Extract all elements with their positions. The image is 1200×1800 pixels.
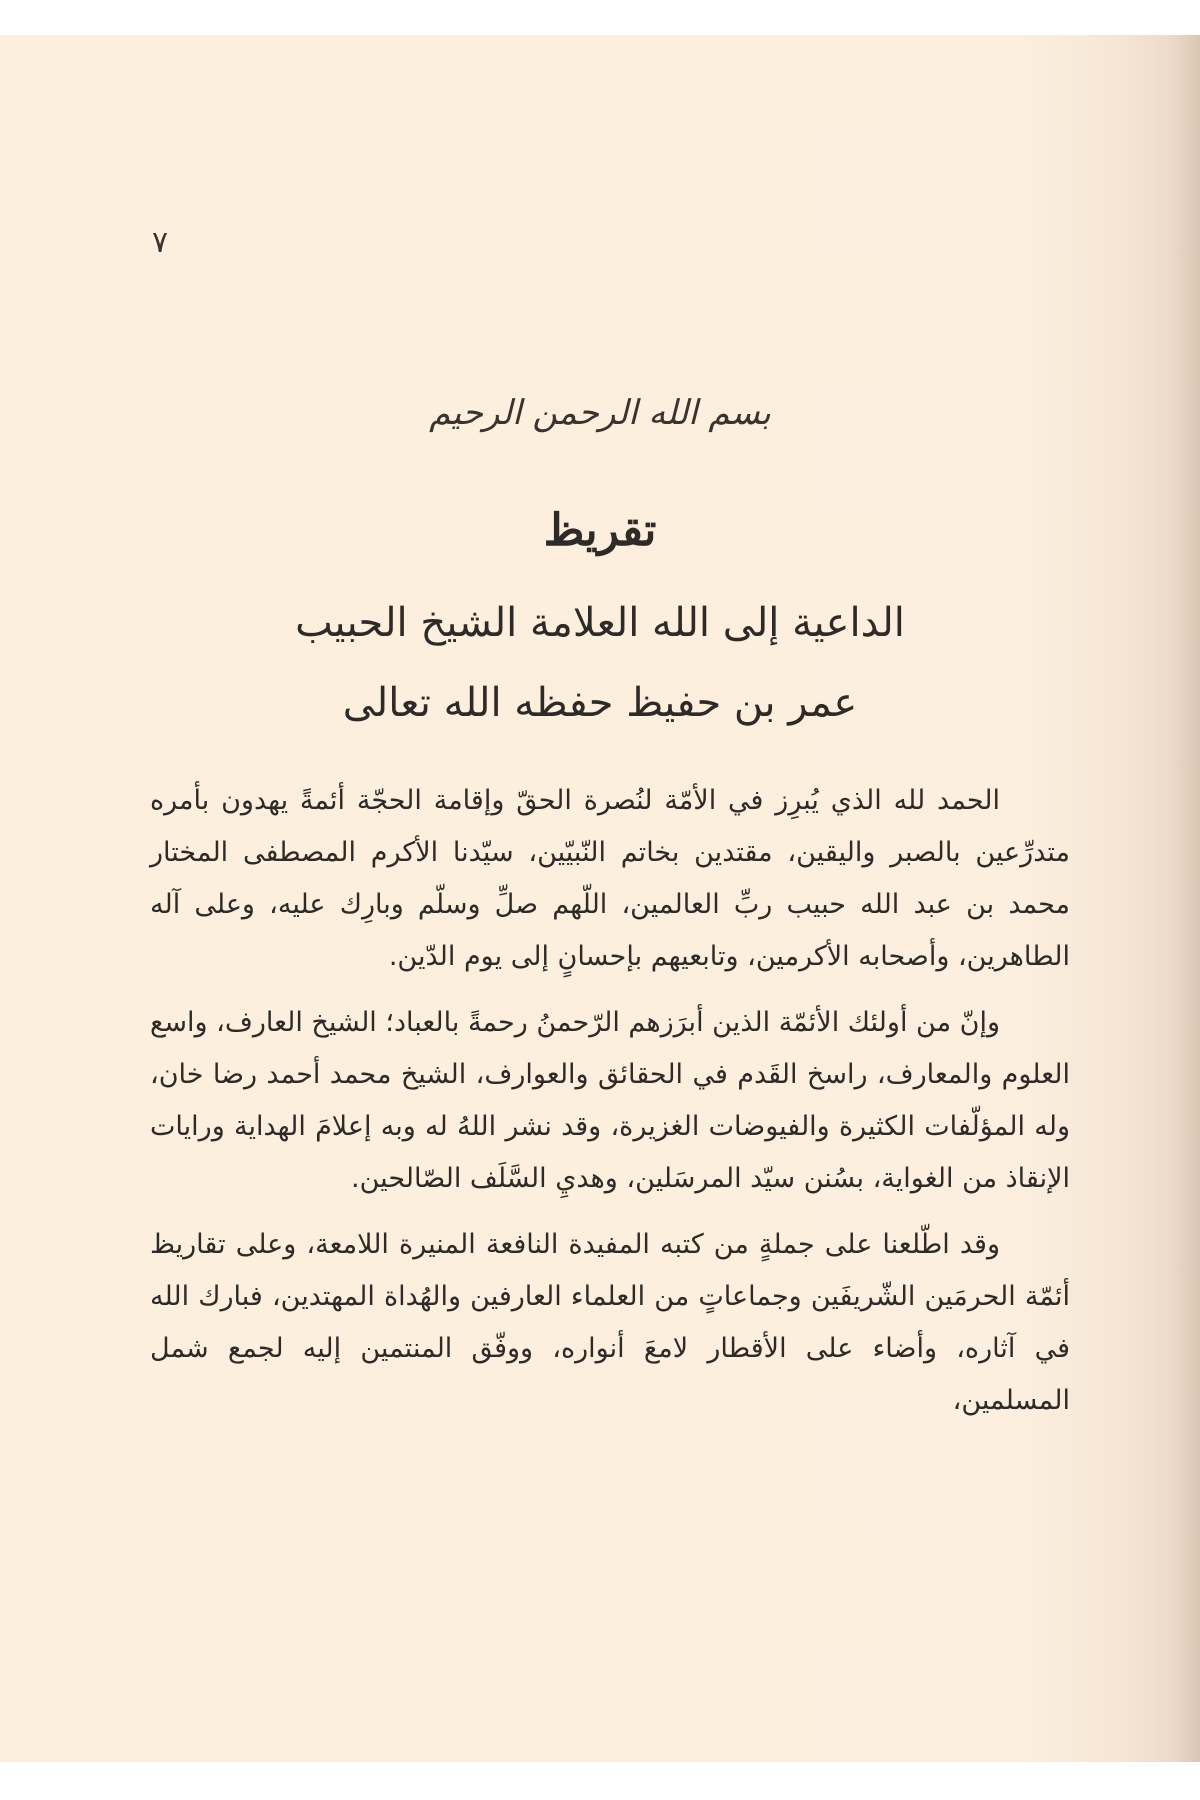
paragraph: وقد اطّلعنا على جملةٍ من كتبه المفيدة النافعة المنيرة اللامعة، وعلى تقاريظ أئمّة الحرمَين الشّريفَين وجماعاتٍ من العلماء العارفين والهُداة المهتدين، فبارك الله في آثاره، وأضاء على الأقطار لامعَ أنواره، ووفّق المنتمين إليه لجمع شمل المسلمين، bbox=[150, 1229, 1070, 1416]
page-spine-shadow bbox=[1170, 35, 1200, 1762]
body-text bbox=[150, 775, 1070, 1435]
bismillah-calligraphy: بسم الله الرحمن الرحيم bbox=[429, 393, 771, 433]
paragraph: وإنّ من أولئك الأئمّة الذين أبرَزهم الرّحمنُ رحمةً بالعباد؛ الشيخ العارف، واسع العلوم والمعارف، راسخ القَدم في الحقائق والعوارف، الشيخ محمد أحمد رضا خان، وله المؤلّفات الكثيرة والفيوضات الغزيرة، وقد نشر اللهُ له وبه إعلامَ الهداية ورايات الإنقاذ من الغواية، بسُنن سيّد المرسَلين، وهديِ السَّلَف الصّالحين. bbox=[150, 1007, 1070, 1194]
book-page bbox=[0, 35, 1200, 1762]
author-title-line: الداعية إلى الله العلامة الشيخ الحبيب bbox=[295, 600, 905, 646]
page-title: تقريظ bbox=[543, 505, 657, 556]
paragraph: الحمد لله الذي يُبرِز في الأمّة لنُصرة الحقّ وإقامة الحجّة أئمةً يهدون بأمره متدرِّعين بالصبر واليقين، مقتدين بخاتم النّبيّين، سيّدنا الأكرم المصطفى المختار محمد بن عبد الله حبيب ربِّ العالمين، اللّهم صلِّ وسلّم وبارِك عليه، وعلى آله الطاهرين، وأصحابه الأكرمين، وتابعيهم بإحسانٍ إلى يوم الدّين. bbox=[150, 785, 1070, 972]
author-name-line: عمر بن حفيظ حفظه الله تعالى bbox=[342, 680, 858, 726]
page-number: ٧ bbox=[152, 225, 169, 260]
